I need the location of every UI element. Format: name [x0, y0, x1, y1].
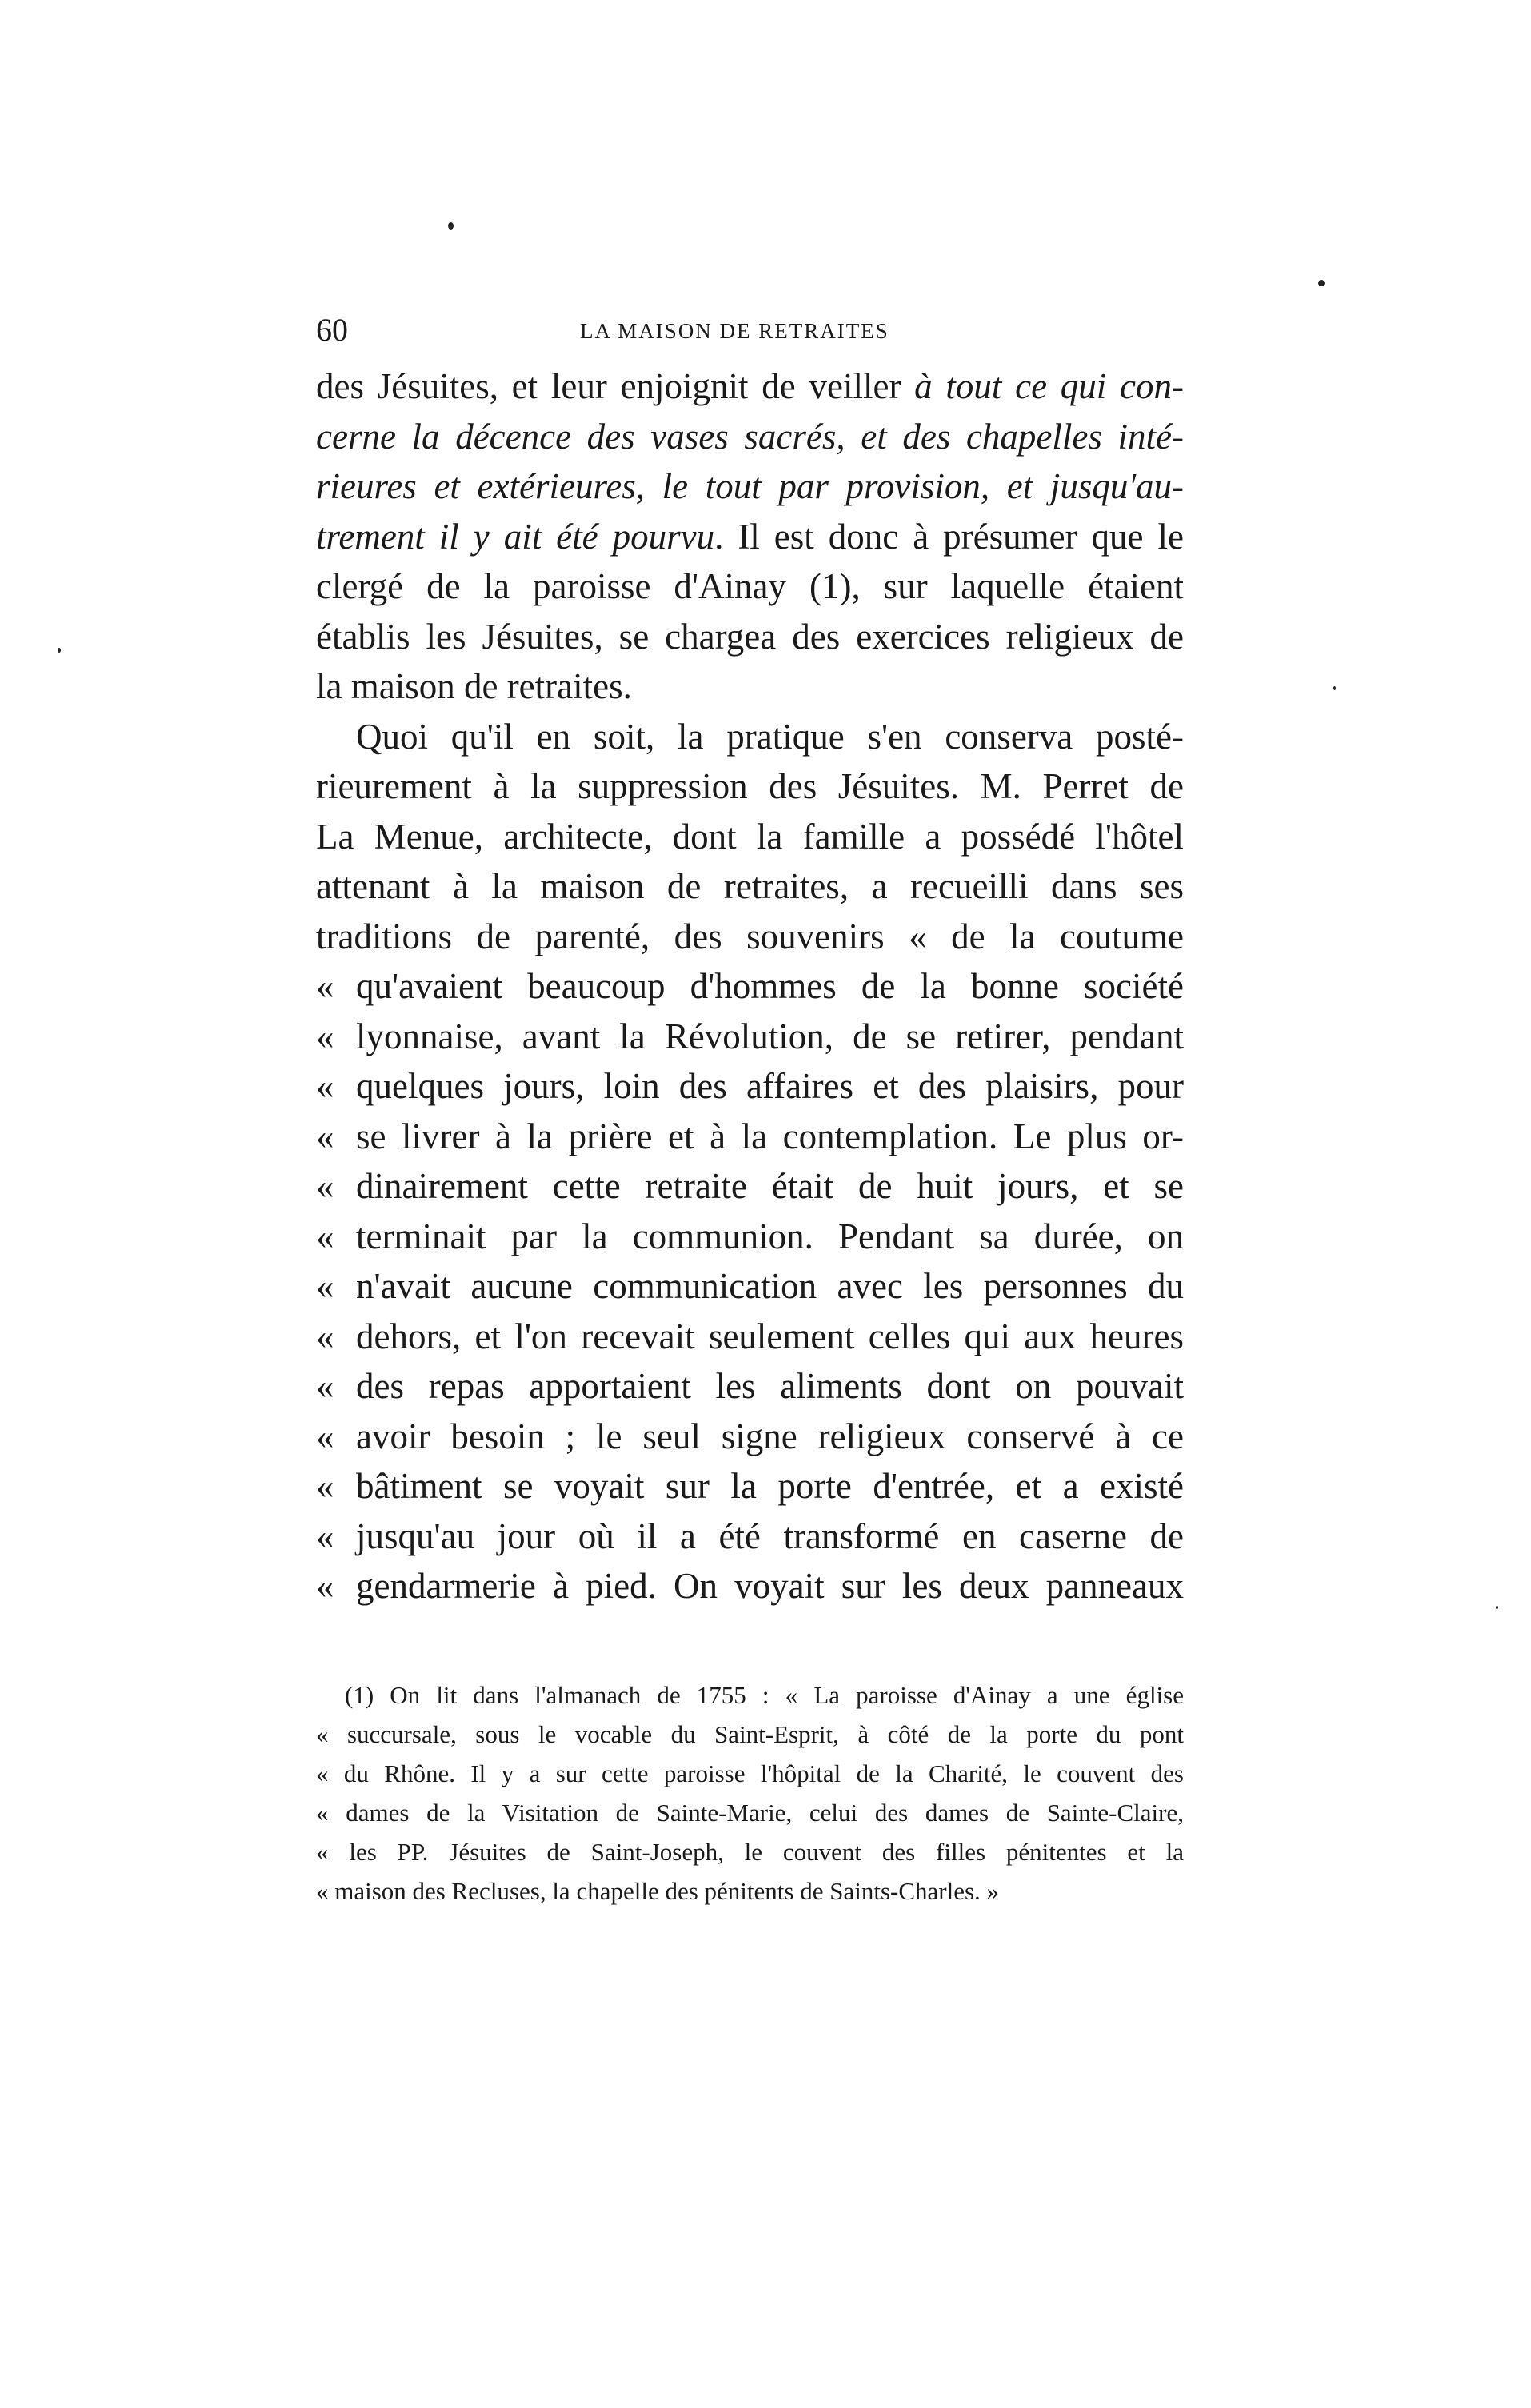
- text-span: bâtiment se voyait sur la porte d'entrée, et a existé: [356, 1466, 1184, 1506]
- text-span: des repas apportaient les aliments dont on pouvait: [356, 1366, 1184, 1406]
- text-line: [316, 1012, 1184, 1062]
- italic-quotation: rieures et extérieures, le tout par provision, et jusqu'au-: [316, 466, 1184, 506]
- text-line: [316, 512, 1184, 562]
- text-line: [316, 1161, 1184, 1212]
- text-span: gendarmerie à pied. On voyait sur les deux panneaux: [356, 1566, 1184, 1606]
- quote-mark: «: [316, 1515, 334, 1556]
- text-line: rieurement à la suppression des Jésuites. M. Perret de: [316, 766, 1184, 806]
- text-line: [316, 1461, 1184, 1511]
- text-span: avoir besoin ; le seul signe religieux conservé à ce: [356, 1416, 1184, 1456]
- text-line: [316, 1261, 1184, 1312]
- text-span: se livrer à la prière et à la contemplation. Le plus or-: [356, 1116, 1184, 1156]
- text-line: clergé de la paroisse d'Ainay (1), sur laquelle étaient: [316, 566, 1184, 606]
- text-span: lyonnaise, avant la Révolution, de se retirer, pendant: [356, 1016, 1184, 1056]
- text-line: [316, 1112, 1184, 1162]
- text-line: traditions de parenté, des souvenirs « de la coutume: [316, 916, 1184, 956]
- quote-mark: «: [316, 1366, 334, 1406]
- text-line: [316, 361, 1184, 412]
- text-line: attenant à la maison de retraites, a recueilli dans ses: [316, 866, 1184, 906]
- footnote: [316, 1675, 1184, 1911]
- quote-mark: «: [316, 1266, 334, 1306]
- scan-speck: [1318, 280, 1325, 286]
- quote-mark: «: [316, 1016, 334, 1056]
- text-line: [316, 1061, 1184, 1112]
- text-line: établis les Jésuites, se chargea des exercices religieux de: [316, 616, 1184, 657]
- text-span: jusqu'au jour où il a été transformé en caserne de: [356, 1515, 1184, 1556]
- text-span: dinairement cette retraite était de huit jours, et se: [356, 1166, 1184, 1206]
- footnote-line: « du Rhône. Il y a sur cette paroisse l'hôpital de la Charité, le couvent des: [316, 1759, 1184, 1787]
- footnote-line: « succursale, sous le vocable du Saint-Esprit, à côté de la porte du pont: [316, 1720, 1184, 1748]
- text-span: . Il est donc à présumer que le: [714, 516, 1184, 557]
- body-text: [316, 361, 1184, 1611]
- text-line: [316, 1312, 1184, 1362]
- scan-speck: [1333, 686, 1336, 690]
- scan-speck: [58, 648, 61, 653]
- quote-mark: «: [316, 1566, 334, 1606]
- text-line: [316, 1212, 1184, 1262]
- quote-mark: «: [316, 1116, 334, 1156]
- running-title: LA MAISON DE RETRAITES: [580, 319, 889, 343]
- text-span: qu'avaient beaucoup d'hommes de la bonne société: [356, 966, 1184, 1006]
- italic-quotation: trement il y ait été pourvu: [316, 516, 715, 557]
- quote-mark: «: [316, 966, 334, 1006]
- italic-quotation: cerne la décence des vases sacrés, et des chapelles inté-: [316, 416, 1184, 457]
- text-line: la maison de retraites.: [316, 666, 632, 706]
- text-line: [316, 961, 1184, 1012]
- italic-quotation: à tout ce qui con-: [914, 366, 1184, 406]
- scan-speck: [1496, 1606, 1498, 1609]
- text-span: n'avait aucune communication avec les personnes du: [356, 1266, 1184, 1306]
- text-line: [316, 1361, 1184, 1412]
- text-line: La Menue, architecte, dont la famille a possédé l'hôtel: [316, 816, 1184, 857]
- footnote-line: (1) On lit dans l'almanach de 1755 : « La paroisse d'Ainay a une église: [345, 1681, 1184, 1709]
- text-line: [316, 461, 1184, 512]
- text-line: [316, 1412, 1184, 1462]
- running-head: [316, 310, 1252, 358]
- text-span: terminait par la communion. Pendant sa durée, on: [356, 1216, 1184, 1256]
- text-line: [316, 1561, 1184, 1611]
- page-number: 60: [316, 312, 348, 348]
- footnote-line: « dames de la Visitation de Sainte-Marie, celui des dames de Sainte-Claire,: [316, 1799, 1184, 1827]
- text-span: dehors, et l'on recevait seulement celles qui aux heures: [356, 1316, 1184, 1356]
- text-line: Quoi qu'il en soit, la pratique s'en conserva posté-: [356, 716, 1184, 757]
- scan-speck: [448, 222, 454, 230]
- quote-mark: «: [316, 1216, 334, 1256]
- text-span: quelques jours, loin des affaires et des plaisirs, pour: [356, 1066, 1184, 1106]
- footnote-line: « maison des Recluses, la chapelle des pénitents de Saints-Charles. »: [316, 1877, 1000, 1905]
- quote-mark: «: [316, 1066, 334, 1106]
- quote-mark: «: [316, 1166, 334, 1206]
- quote-mark: «: [316, 1466, 334, 1506]
- text-line: [316, 1511, 1184, 1562]
- quote-mark: «: [316, 1416, 334, 1456]
- quote-mark: «: [316, 1316, 334, 1356]
- text-span: des Jésuites, et leur enjoignit de veiller: [316, 366, 915, 406]
- footnote-line: « les PP. Jésuites de Saint-Joseph, le couvent des filles pénitentes et la: [316, 1838, 1184, 1866]
- text-line: [316, 412, 1184, 462]
